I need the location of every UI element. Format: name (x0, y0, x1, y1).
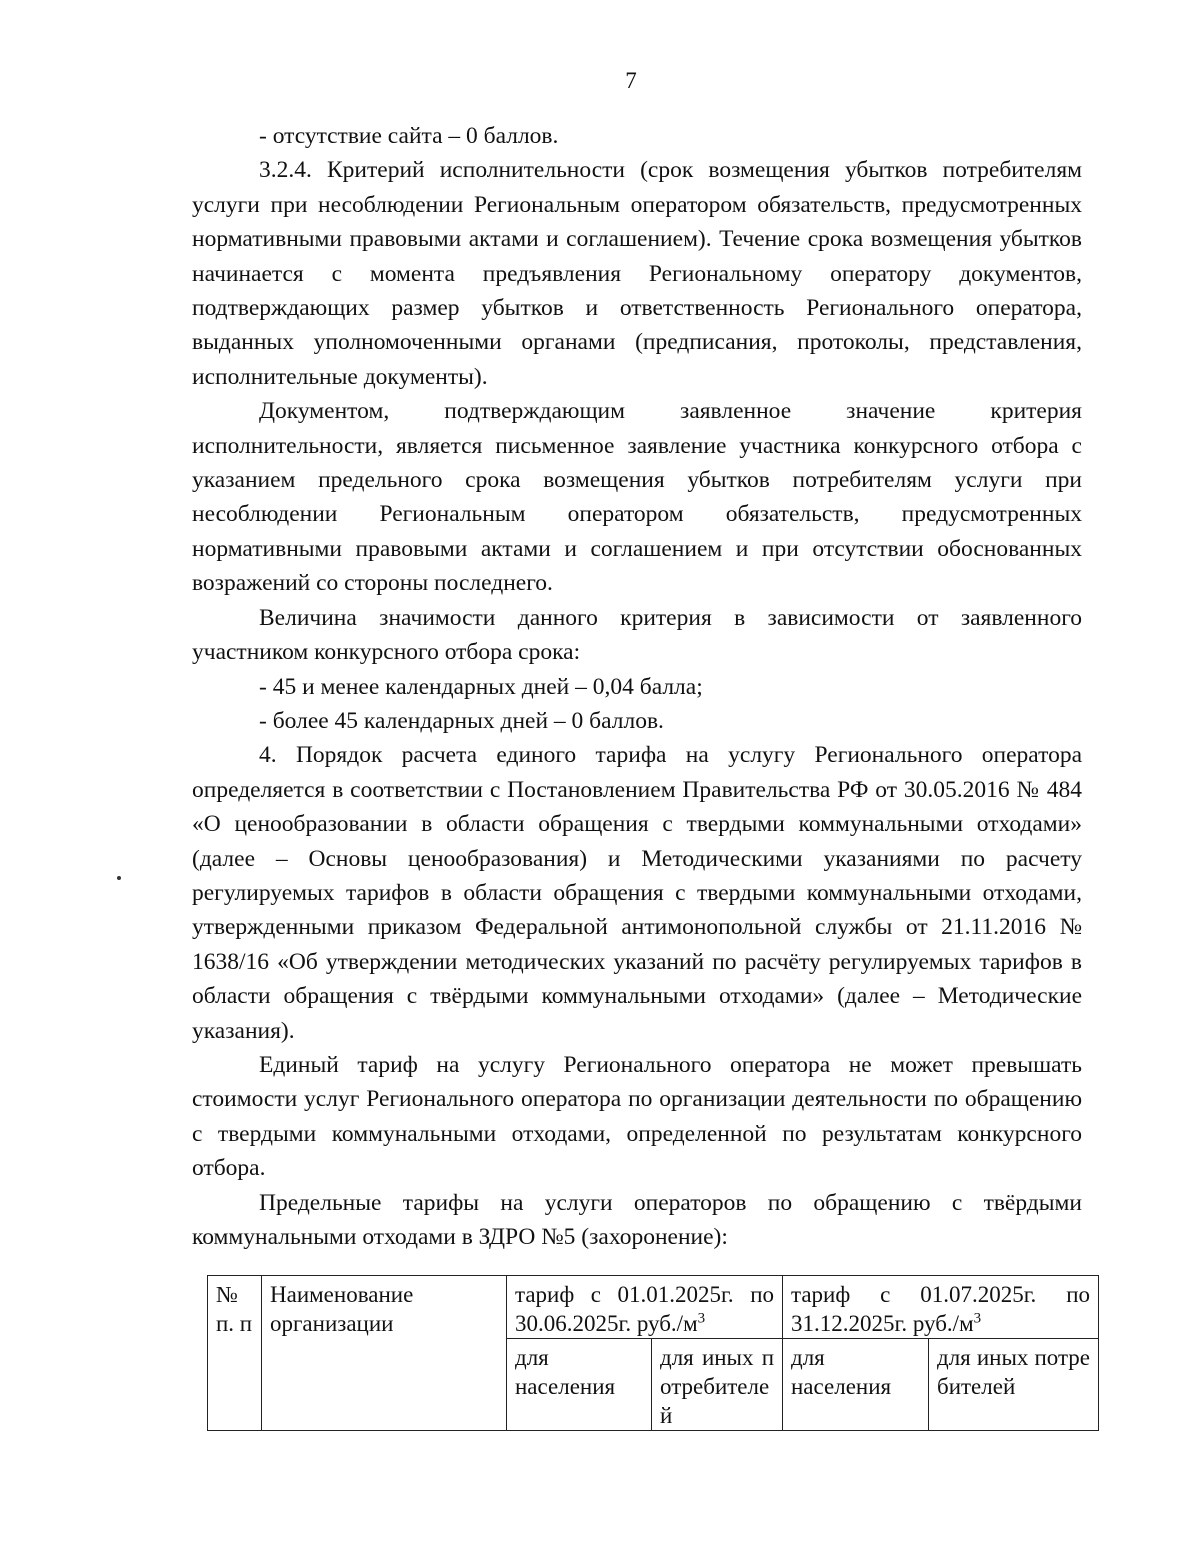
subheader-period-1-other: для иных потребителей (652, 1339, 783, 1431)
paragraph-tariff-limit: Единый тариф на услугу Регионального оператора не может превышать стоимости услуг Регионального оператора по организации деятельности по обращению с твердыми коммунальными отходами, определенной по результатам конкурсного отбора. (192, 1051, 1082, 1182)
subheader-period-2-population: для населения (783, 1339, 929, 1431)
unit-exponent: 3 (697, 1310, 706, 1327)
paragraph-significance: Величина значимости данного критерия в зависимости от заявленного участником конкурсного отбора срока: (192, 604, 1082, 666)
page-number: 7 (625, 68, 637, 93)
list-item-more-45-days: - более 45 календарных дней – 0 баллов. (259, 707, 664, 734)
paragraph-confirming-document: Документом, подтверждающим заявленное значение критерия исполнительности, является письменное заявление участника конкурсного отбора с указанием предельного срока возмещения убытков потребителям услуги при несоблюдении Региональным оператором обязательств, предусмотренных нормативными правовыми актами и соглашением и при отсутствии обоснованных возражений со стороны последнего. (192, 398, 1082, 597)
paragraph-tariff-calculation: 4. Порядок расчета единого тарифа на услугу Регионального оператора определяется в соответствии с Постановлением Правительства РФ от 30.05.2016 № 484 «О ценообразовании в области обращения с твердыми коммунальными отходами» (далее – Основы ценообразования) и Методическими указаниями по расчету регулируемых тарифов в области обращения с твердыми коммунальными отходами, утвержденными приказом Федеральной антимонопольной службы от 21.11.2016 № 1638/16 «Об утверждении методических указаний по расчёту регулируемых тарифов в области обращения с твёрдыми коммунальными отходами» (далее – Методические указания). (192, 742, 1082, 1044)
header-cell-number: № п. п (208, 1276, 262, 1431)
subheader-period-2-other: для иных потребителей (929, 1339, 1099, 1431)
paragraph-no-site: - отсутствие сайта – 0 баллов. (259, 123, 559, 149)
tariff-table-wrapper (207, 1275, 1098, 1431)
tariff-table (207, 1275, 1099, 1431)
scan-speck (117, 876, 121, 880)
paragraph-table-caption: Предельные тарифы на услуги операторов по обращению с твёрдыми коммунальными отходами в ЗДРО №5 (захоронение): (192, 1189, 1082, 1250)
header-cell-period-2: тариф с 01.07.2025г. по 31.12.2025г. $руб./м^3$ (783, 1276, 1099, 1339)
paragraph-criterion-3-2-4: 3.2.4. Критерий исполнительности (срок возмещения убытков потребителям услуги при несоблюдении Региональным оператором обязательств, предусмотренных нормативными правовыми актами и соглашением). Течение срока возмещения убытков начинается с момента предъявления Региональному оператору документов, подтверждающих размер убытков и ответственность Регионального оператора, выданных уполномоченными органами (предписания, протоколы, представления, исполнительные документы). (192, 157, 1082, 390)
table-header-row (208, 1276, 1099, 1339)
list-item-45-days: - 45 и менее календарных дней – 0,04 балла; (259, 673, 703, 700)
unit-exponent: 3 (973, 1310, 982, 1327)
subheader-period-1-population: для населения (507, 1339, 652, 1431)
header-cell-period-1: тариф с 01.01.2025г. по 30.06.2025г. $руб./м^3$ (507, 1276, 783, 1339)
header-cell-organization: Наименование организации (262, 1276, 507, 1431)
document-body (192, 119, 1082, 1254)
